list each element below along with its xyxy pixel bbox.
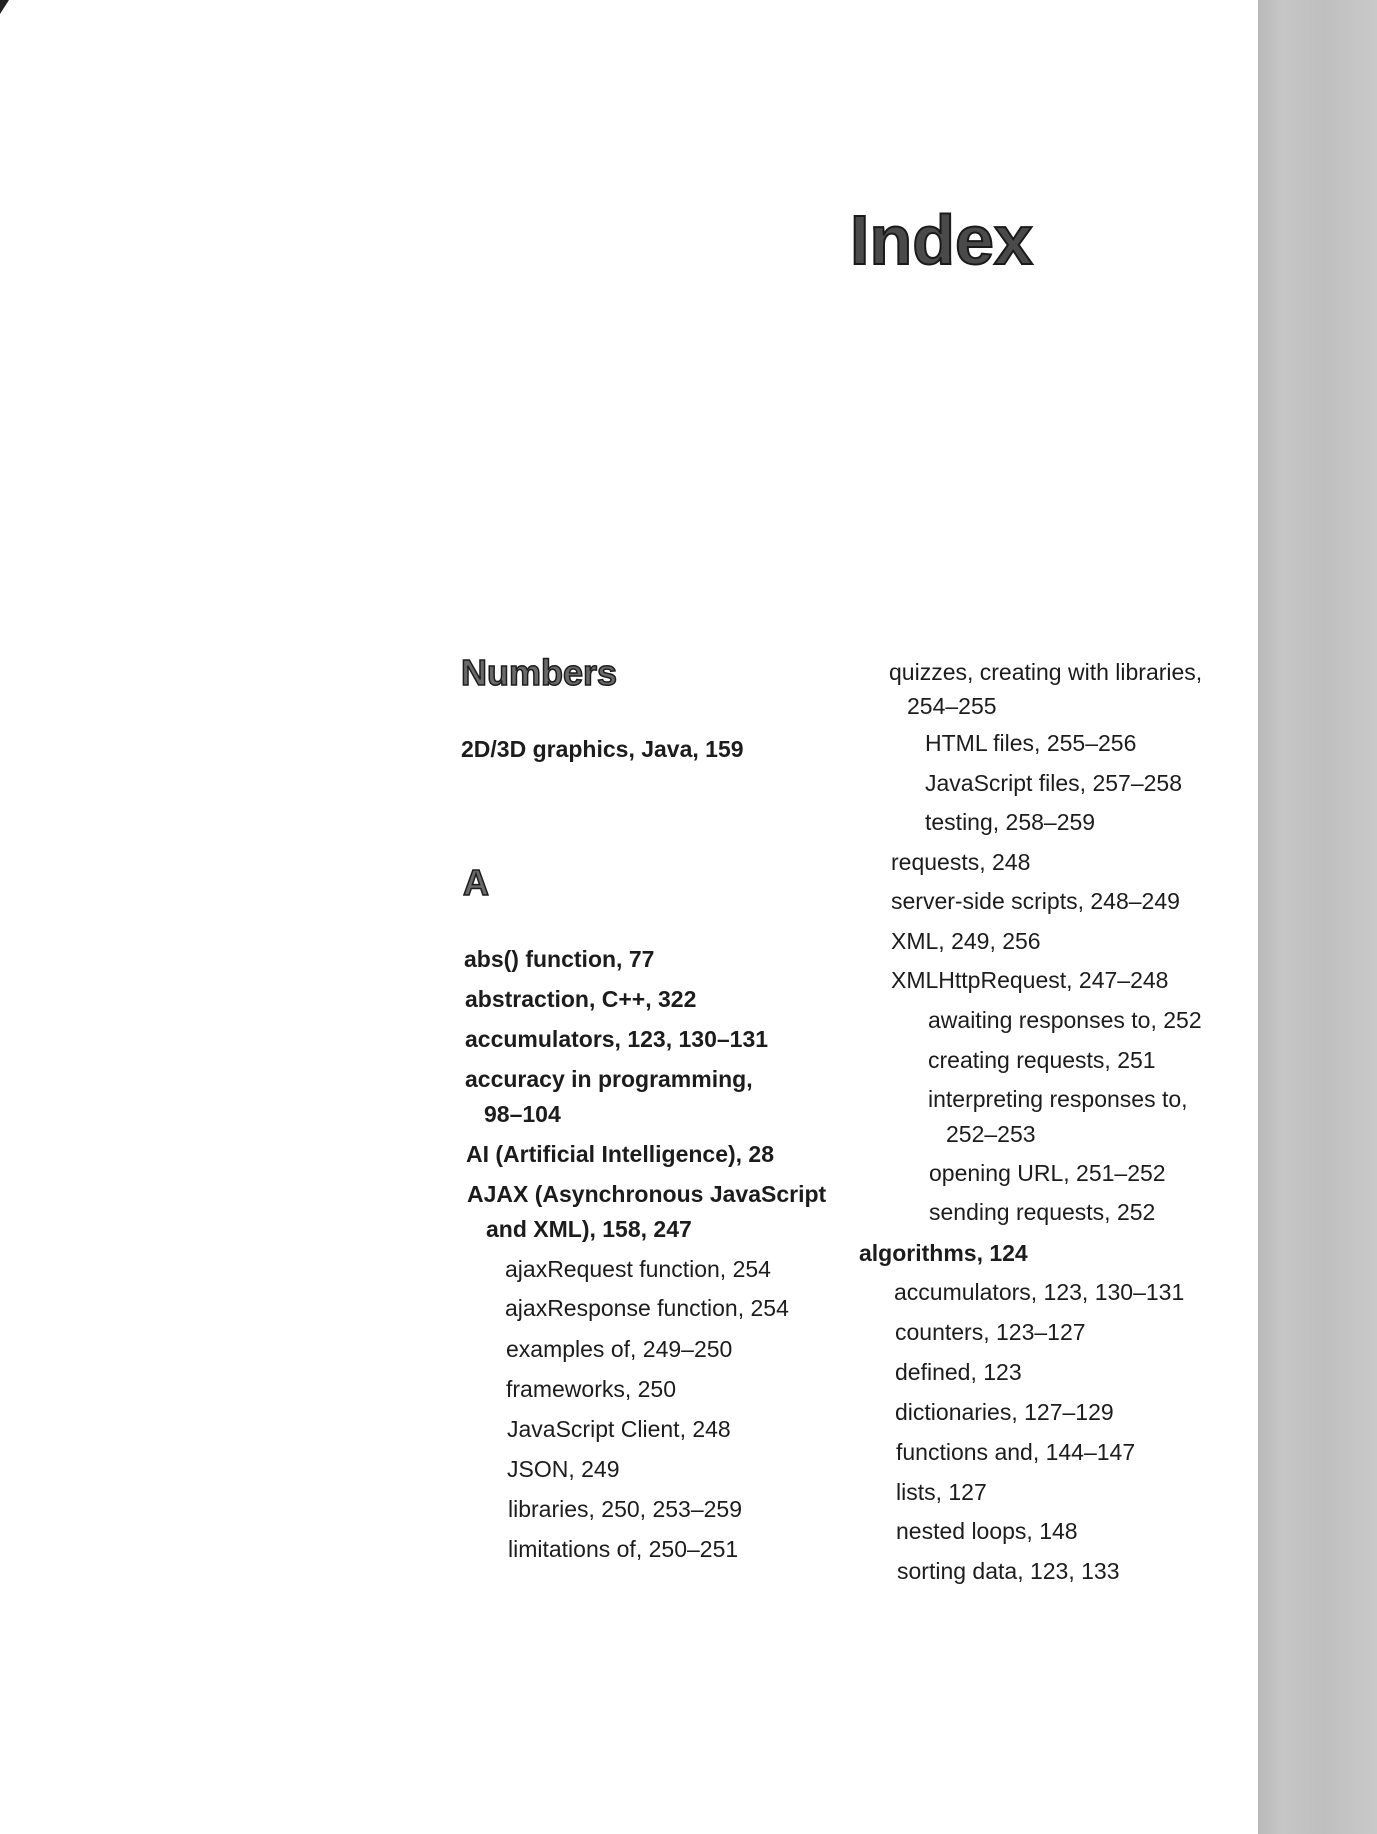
page-edge-strip (1258, 0, 1377, 1834)
index-subentry: XMLHttpRequest, 247–248 (891, 967, 1169, 993)
index-entry-continuation: and XML), 158, 247 (486, 1216, 692, 1242)
index-entry: algorithms, 124 (859, 1240, 1028, 1266)
index-subentry: defined, 123 (895, 1359, 1022, 1385)
index-subentry: nested loops, 148 (896, 1518, 1078, 1544)
index-subentry: examples of, 249–250 (506, 1336, 733, 1362)
index-subentry: counters, 123–127 (895, 1319, 1086, 1345)
index-entry: accumulators, 123, 130–131 (465, 1026, 769, 1052)
section-heading-a: A (463, 862, 489, 903)
index-subsubentry: opening URL, 251–252 (929, 1160, 1166, 1186)
index-subsubentry: HTML files, 255–256 (925, 730, 1137, 756)
index-subsubentry-continuation: 252–253 (946, 1121, 1036, 1147)
index-subentry: frameworks, 250 (506, 1376, 677, 1402)
index-subentry: server-side scripts, 248–249 (891, 888, 1180, 914)
page-title: Index (850, 201, 1033, 279)
index-entry: accuracy in programming, (465, 1066, 753, 1092)
index-subentry: JSON, 249 (507, 1456, 620, 1482)
index-entry: abstraction, C++, 322 (465, 986, 697, 1012)
index-subentry: limitations of, 250–251 (508, 1536, 739, 1562)
index-entry: 2D/3D graphics, Java, 159 (461, 736, 744, 762)
page-corner-mark (0, 0, 9, 14)
index-subentry: accumulators, 123, 130–131 (894, 1279, 1185, 1305)
index-subsubentry: testing, 258–259 (925, 809, 1096, 835)
index-subsubentry: interpreting responses to, (928, 1086, 1188, 1112)
index-subsubentry: creating requests, 251 (928, 1047, 1156, 1073)
index-subentry: JavaScript Client, 248 (507, 1416, 731, 1442)
section-heading-numbers: Numbers (461, 652, 618, 693)
index-entry: AJAX (Asynchronous JavaScript (467, 1181, 827, 1207)
index-subentry: lists, 127 (896, 1479, 987, 1505)
index-subentry: ajaxResponse function, 254 (505, 1295, 789, 1321)
index-subsubentry: JavaScript files, 257–258 (925, 770, 1182, 796)
index-subentry: requests, 248 (891, 849, 1031, 875)
index-entry: AI (Artificial Intelligence), 28 (466, 1141, 775, 1167)
index-subentry: quizzes, creating with libraries, (889, 659, 1203, 685)
index-subentry: libraries, 250, 253–259 (508, 1496, 742, 1522)
index-subentry: dictionaries, 127–129 (895, 1399, 1114, 1425)
index-subentry: sorting data, 123, 133 (897, 1558, 1120, 1584)
index-subentry: XML, 249, 256 (891, 928, 1041, 954)
index-subsubentry: awaiting responses to, 252 (928, 1007, 1202, 1033)
index-entry-continuation: 98–104 (484, 1101, 561, 1127)
index-entry: abs() function, 77 (464, 946, 655, 972)
index-subentry: ajaxRequest function, 254 (505, 1256, 771, 1282)
index-subentry: functions and, 144–147 (896, 1439, 1136, 1465)
index-subentry-continuation: 254–255 (907, 693, 997, 719)
index-subsubentry: sending requests, 252 (929, 1199, 1156, 1225)
